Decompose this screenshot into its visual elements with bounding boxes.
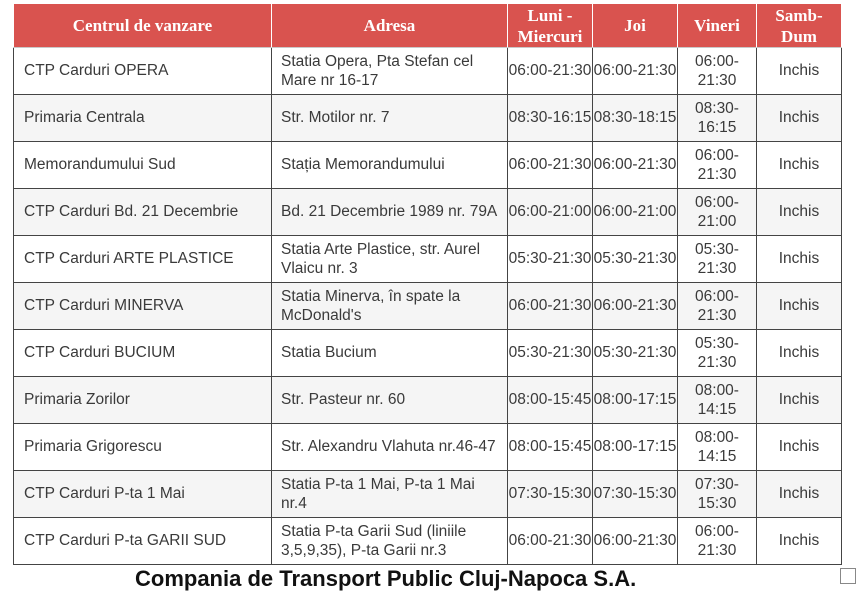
table-row xyxy=(14,377,842,424)
cell-fri: 07:30-15:30 xyxy=(678,471,757,518)
table-row xyxy=(14,424,842,471)
cell-sat-sun: Inchis xyxy=(757,377,842,424)
cell-thu: 08:00-17:15 xyxy=(593,424,678,471)
cell-address: Statia Bucium xyxy=(272,330,508,377)
cell-fri: 08:30-16:15 xyxy=(678,95,757,142)
cell-sat-sun: Inchis xyxy=(757,236,842,283)
cell-sat-sun: Inchis xyxy=(757,189,842,236)
cell-mon-wed: 08:00-15:45 xyxy=(508,377,593,424)
cell-center: CTP Carduri Bd. 21 Decembrie xyxy=(14,189,272,236)
cell-address: Statia Minerva, în spate la McDonald's xyxy=(272,283,508,330)
cell-mon-wed: 08:00-15:45 xyxy=(508,424,593,471)
cell-thu: 05:30-21:30 xyxy=(593,330,678,377)
cell-center: Primaria Zorilor xyxy=(14,377,272,424)
cell-address: Str. Motilor nr. 7 xyxy=(272,95,508,142)
sales-points-table xyxy=(13,3,842,565)
cell-thu: 06:00-21:30 xyxy=(593,518,678,565)
cell-thu: 06:00-21:30 xyxy=(593,48,678,95)
cell-thu: 06:00-21:30 xyxy=(593,142,678,189)
cell-center: Memorandumului Sud xyxy=(14,142,272,189)
cell-address: Statia Opera, Pta Stefan cel Mare nr 16-17 xyxy=(272,48,508,95)
cell-fri: 08:00-14:15 xyxy=(678,377,757,424)
cell-address: Statia P-ta 1 Mai, P-ta 1 Mai nr.4 xyxy=(272,471,508,518)
cell-fri: 06:00-21:30 xyxy=(678,283,757,330)
cell-mon-wed: 07:30-15:30 xyxy=(508,471,593,518)
header-center: Centrul de vanzare xyxy=(14,4,272,48)
cell-fri: 05:30-21:30 xyxy=(678,330,757,377)
table-header-row xyxy=(14,4,842,48)
cell-mon-wed: 05:30-21:30 xyxy=(508,236,593,283)
cell-fri: 06:00-21:30 xyxy=(678,48,757,95)
cell-thu: 05:30-21:30 xyxy=(593,236,678,283)
cell-sat-sun: Inchis xyxy=(757,95,842,142)
header-fri: Vineri xyxy=(678,4,757,48)
cell-center: CTP Carduri ARTE PLASTICE xyxy=(14,236,272,283)
table-row xyxy=(14,283,842,330)
table-row xyxy=(14,48,842,95)
table-row xyxy=(14,236,842,283)
cell-center: CTP Carduri BUCIUM xyxy=(14,330,272,377)
company-footer-title: Compania de Transport Public Cluj-Napoca S.A. xyxy=(135,566,637,591)
cell-center: CTP Carduri P-ta 1 Mai xyxy=(14,471,272,518)
cell-address: Str. Pasteur nr. 60 xyxy=(272,377,508,424)
table-row xyxy=(14,142,842,189)
cell-thu: 08:30-18:15 xyxy=(593,95,678,142)
cell-sat-sun: Inchis xyxy=(757,142,842,189)
cell-center: CTP Carduri MINERVA xyxy=(14,283,272,330)
cell-center: CTP Carduri OPERA xyxy=(14,48,272,95)
corner-checkbox xyxy=(840,568,856,584)
cell-address: Bd. 21 Decembrie 1989 nr. 79A xyxy=(272,189,508,236)
header-sat-sun: Samb-Dum xyxy=(757,4,842,48)
cell-mon-wed: 06:00-21:30 xyxy=(508,48,593,95)
cell-fri: 06:00-21:30 xyxy=(678,142,757,189)
cell-mon-wed: 06:00-21:30 xyxy=(508,142,593,189)
header-address: Adresa xyxy=(272,4,508,48)
schedule-table-container xyxy=(13,3,841,565)
cell-center: Primaria Grigorescu xyxy=(14,424,272,471)
table-row xyxy=(14,471,842,518)
cell-mon-wed: 06:00-21:30 xyxy=(508,283,593,330)
cell-sat-sun: Inchis xyxy=(757,283,842,330)
cell-fri: 06:00-21:30 xyxy=(678,518,757,565)
cell-fri: 08:00-14:15 xyxy=(678,424,757,471)
cell-center: CTP Carduri P-ta GARII SUD xyxy=(14,518,272,565)
cell-thu: 08:00-17:15 xyxy=(593,377,678,424)
cell-mon-wed: 08:30-16:15 xyxy=(508,95,593,142)
cell-sat-sun: Inchis xyxy=(757,471,842,518)
cell-fri: 06:00-21:00 xyxy=(678,189,757,236)
cell-address: Statia Arte Plastice, str. Aurel Vlaicu nr. 3 xyxy=(272,236,508,283)
cell-sat-sun: Inchis xyxy=(757,424,842,471)
cell-sat-sun: Inchis xyxy=(757,48,842,95)
cell-sat-sun: Inchis xyxy=(757,330,842,377)
cell-mon-wed: 06:00-21:00 xyxy=(508,189,593,236)
cell-mon-wed: 06:00-21:30 xyxy=(508,518,593,565)
header-thu: Joi xyxy=(593,4,678,48)
cell-thu: 06:00-21:30 xyxy=(593,283,678,330)
cell-center: Primaria Centrala xyxy=(14,95,272,142)
cell-address: Str. Alexandru Vlahuta nr.46-47 xyxy=(272,424,508,471)
header-mon-wed: Luni - Miercuri xyxy=(508,4,593,48)
table-row xyxy=(14,330,842,377)
table-row xyxy=(14,189,842,236)
cell-thu: 06:00-21:00 xyxy=(593,189,678,236)
cell-thu: 07:30-15:30 xyxy=(593,471,678,518)
table-row xyxy=(14,518,842,565)
cell-fri: 05:30-21:30 xyxy=(678,236,757,283)
cell-address: Stația Memorandumului xyxy=(272,142,508,189)
cell-mon-wed: 05:30-21:30 xyxy=(508,330,593,377)
cell-address: Statia P-ta Garii Sud (liniile 3,5,9,35), P-ta Garii nr.3 xyxy=(272,518,508,565)
table-row xyxy=(14,95,842,142)
cell-sat-sun: Inchis xyxy=(757,518,842,565)
